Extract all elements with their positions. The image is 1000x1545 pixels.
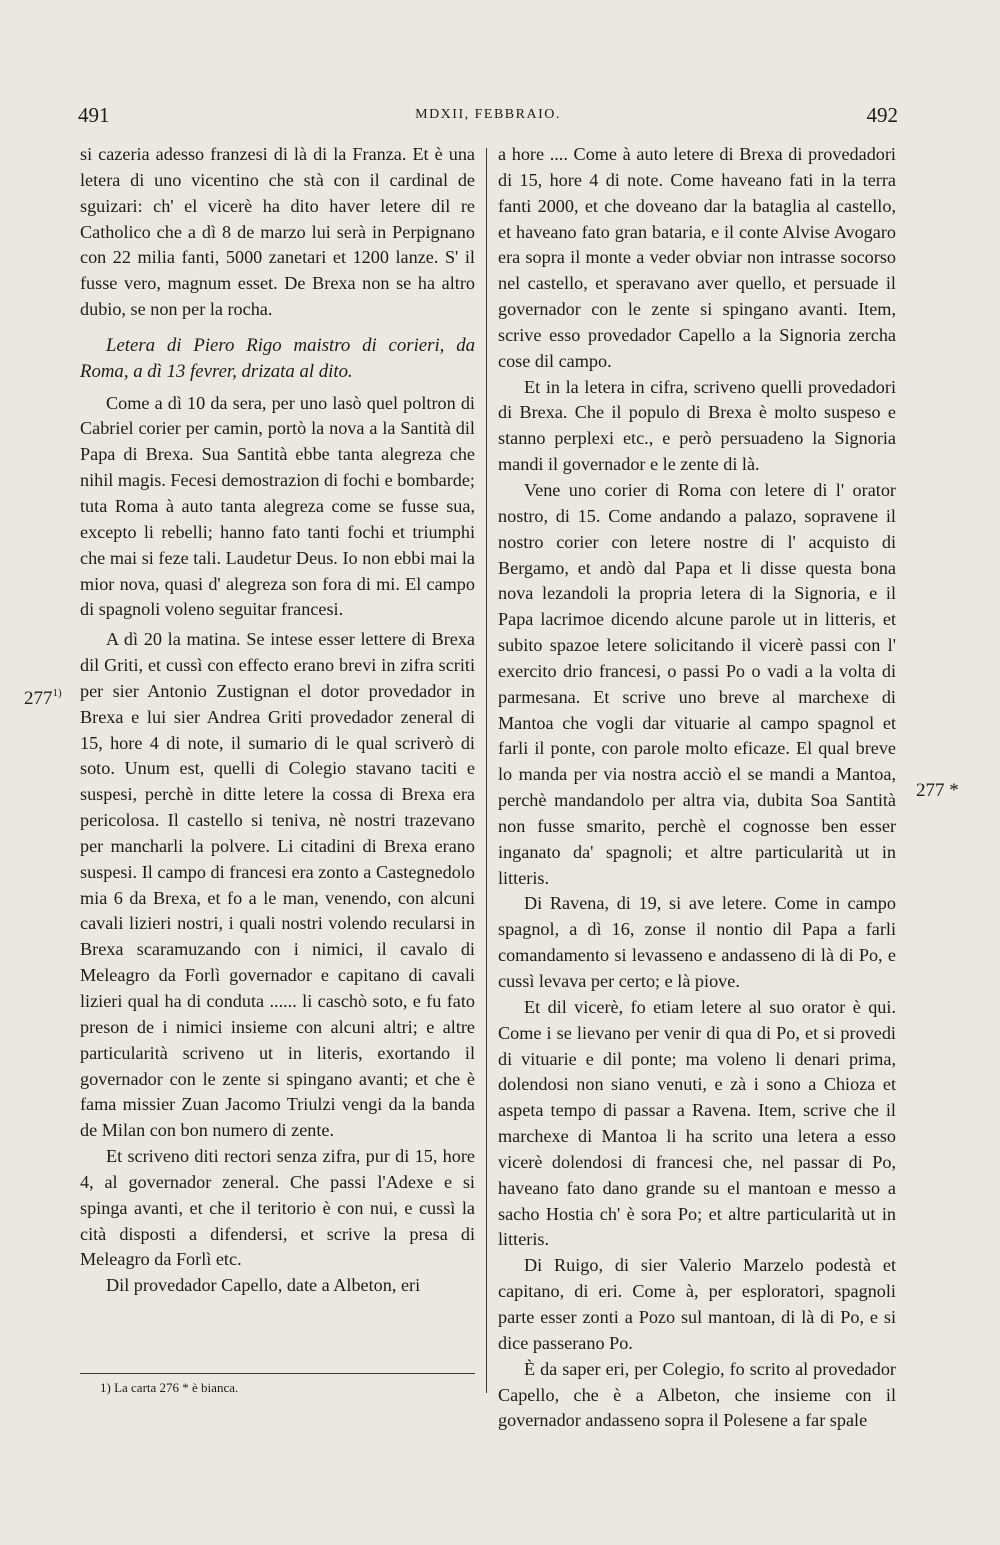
right-paragraph-1: a hore .... Come à auto letere di Brexa di provedadori di 15, hore 4 di note. Come haveano fati in la terra fanti 2000, et che doveano dar la bataglia al castello, et haveano fato gran bataria, e il conte Alvise Avogaro era sopra il monte a veder obviar non intrasse socorso nel castello, et speravano aver quello, et persuade il governador con le zente si spingano avanti. Item, scrive esso provedador Capello a la Signoria zercha cose dil campo. (498, 144, 896, 371)
left-margin-folio-number: 277 (24, 688, 53, 709)
right-paragraph-3: Vene uno corier di Roma con letere di l' orator nostro, di 15. Come andando a palazo, sopravene il nostro corier con letere nostre di l' acquisto di Bergamo, et andò dal Papa et li disse questa bona nova lezandoli la propria letera di la Signoria, e il Papa lacrimoe dicendo alcune parole ut in litteris, et subito spazoe letere solicitando il vicerè passi con l' exercito drio francesi, o passi Po o vadi a la volta di parmesana. Et scrive uno breve al marchexe di Mantoa che vogli dar vituarie al campo spagnol et farli il ponte, con parole molto eficaze. El qual breve lo manda per via nostra acciò el se mandi a Mantoa, perchè mandandolo per altra via, dubita Soa Santità non fusse smarito, perchè el cognosse ben esser inganato da' spagnoli; et altre particularità ut in litteris. (498, 479, 896, 888)
right-paragraph-7: È da saper eri, per Colegio, fo scrito al provedador Capello, che è a Albeton, che insieme con il governador andasseno sopra il Polesene a far spale (498, 1358, 896, 1431)
left-margin-folio-note (24, 687, 62, 710)
left-page-number: 491 (78, 103, 110, 127)
right-paragraph-6: Di Ruigo, di sier Valerio Marzelo podestà et capitano, di eri. Come à, per esploratori, spagnoli parte esser zonti a Pozo sul mantoan, di là di Po, e si dice passerano Po. (498, 1255, 896, 1353)
left-paragraph-3: A dì 20 la matina. Se intese esser lettere di Brexa dil Griti, et cussì con effecto erano brevi in zifra scriti per sier Antonio Zustignan el dotor provedador in Brexa e lui sier Andrea Griti provedador zeneral di 15, hore 4 di note, il sumario di le qual scriverò di soto. Unum est, quelli di Colegio stavano taciti e suspesi, perchè in ditte letere la cossa di Brexa era pericolosa. Il castello si teniva, nè nostri trazevano per mancharli la polvere. Li citadini di Brexa erano suspesi. Il campo di francesi era zonto a Castegnedolo mia 6 da Brexa, et fo a le man, venendo, con alcuni cavali lizieri nostri, i quali nostri volendo recularsi in Brexa scaramuzando con i nimici, il cavalo di Meleagro da Forlì governador e capitano di cavali lizieri qual ha di conduta ...... li caschò soto, e fu fato preson de i nimici insieme con alcuni altri; e altre particularità scriveno ut in literis, exortando il governador con le zente si spingano avanti; et che è fama missier Zuan Jacomo Triulzi vengi da la banda de Milan con bon numero di zente. (80, 629, 475, 1141)
right-page-number: 492 (866, 103, 898, 127)
left-paragraph-5: Dil provedador Capello, date a Albeton, eri (106, 1275, 421, 1296)
left-paragraph-2: Come a dì 10 da sera, per uno lasò quel poltron di Cabriel corier per camin, portò la nova a la Santità dil Papa di Brexa. Sua Santità ebbe tanta alegreza che nihil magis. Fecesi demostrazion di fochi e bombarde; tuta Roma à auto tanta alegreza come se fusse sua, excepto li rebelli; hanno fato tanti fochi et triumphi che mai si feze tali. Laudetur Deus. Io non ebbi mai la mior nova, quasi d' alegreza son fora di mi. El campo di spagnoli voleno seguitar francesi. (80, 392, 475, 620)
footnote-rule (80, 1373, 475, 1374)
left-paragraph-4: Et scriveno diti rectori senza zifra, pur di 15, hore 4, al governador zeneral. Che passi l'Adexe e si spinga avanti, et che il teritorio è con nui, e cussì la cità disposti a difendersi, et scrive la presa di Meleagro da Forlì etc. (80, 1146, 475, 1270)
page-header (78, 103, 898, 137)
right-margin-folio-note: 277 * (916, 780, 959, 801)
right-paragraph-5: Et dil vicerè, fo etiam letere al suo orator è qui. Come i se lievano per venir di qua di Po, et si provedi di vituarie e dil ponte; ma voleno li denari prima, dolendosi non siano venuti, e zà i sono a Chioza et aspeta tempo di passar a Ravena. Item, scrive che il marchexe di Mantoa li ha scrito una letera a esso vicerè dolendosi di francesi che, nel passar di Po, haveano fato dano grande su el mantoan e messo a sacho Hostia ch' è sora Po; et altre particularità ut in litteris. (498, 996, 896, 1250)
left-column (80, 142, 475, 1299)
left-margin-footnote-mark: 1) (52, 687, 62, 699)
column-divider (486, 148, 487, 1393)
left-section-heading: Letera di Piero Rigo maistro di corieri, da Roma, a dì 13 fevrer, drizata al dito. (80, 334, 475, 382)
right-paragraph-4: Di Ravena, di 19, si ave letere. Come in campo spagnol, a dì 16, zonse il nontio dil Papa a farli comandamento si levasseno e andasseno di là di Po, e cussì levava per certo; e là piove. (498, 893, 896, 991)
right-column (498, 142, 896, 1434)
left-paragraph-1: si cazeria adesso franzesi di là di la Franza. Et è una letera di uno vicentino che stà con il cardinal de sguizari: ch' el vicerè ha dito haver letere dil re Catholico che a dì 8 de marzo lui serà in Perpignano con 22 milia fanti, 5000 zanetari et 1200 lanze. S' il fusse vero, magnum esset. De Brexa non se ha altro dubio, se non per la rocha. (80, 144, 475, 320)
right-paragraph-2: Et in la letera in cifra, scriveno quelli provedadori di Brexa. Che il populo di Brexa è molto suspeso e stanno perplexi etc., e però persuadeno la Signoria mandi il governador e le zente di là. (498, 376, 896, 475)
footnote: 1) La carta 276 * è bianca. (100, 1380, 239, 1395)
running-title: MDXII, FEBBRAIO. (415, 107, 561, 122)
